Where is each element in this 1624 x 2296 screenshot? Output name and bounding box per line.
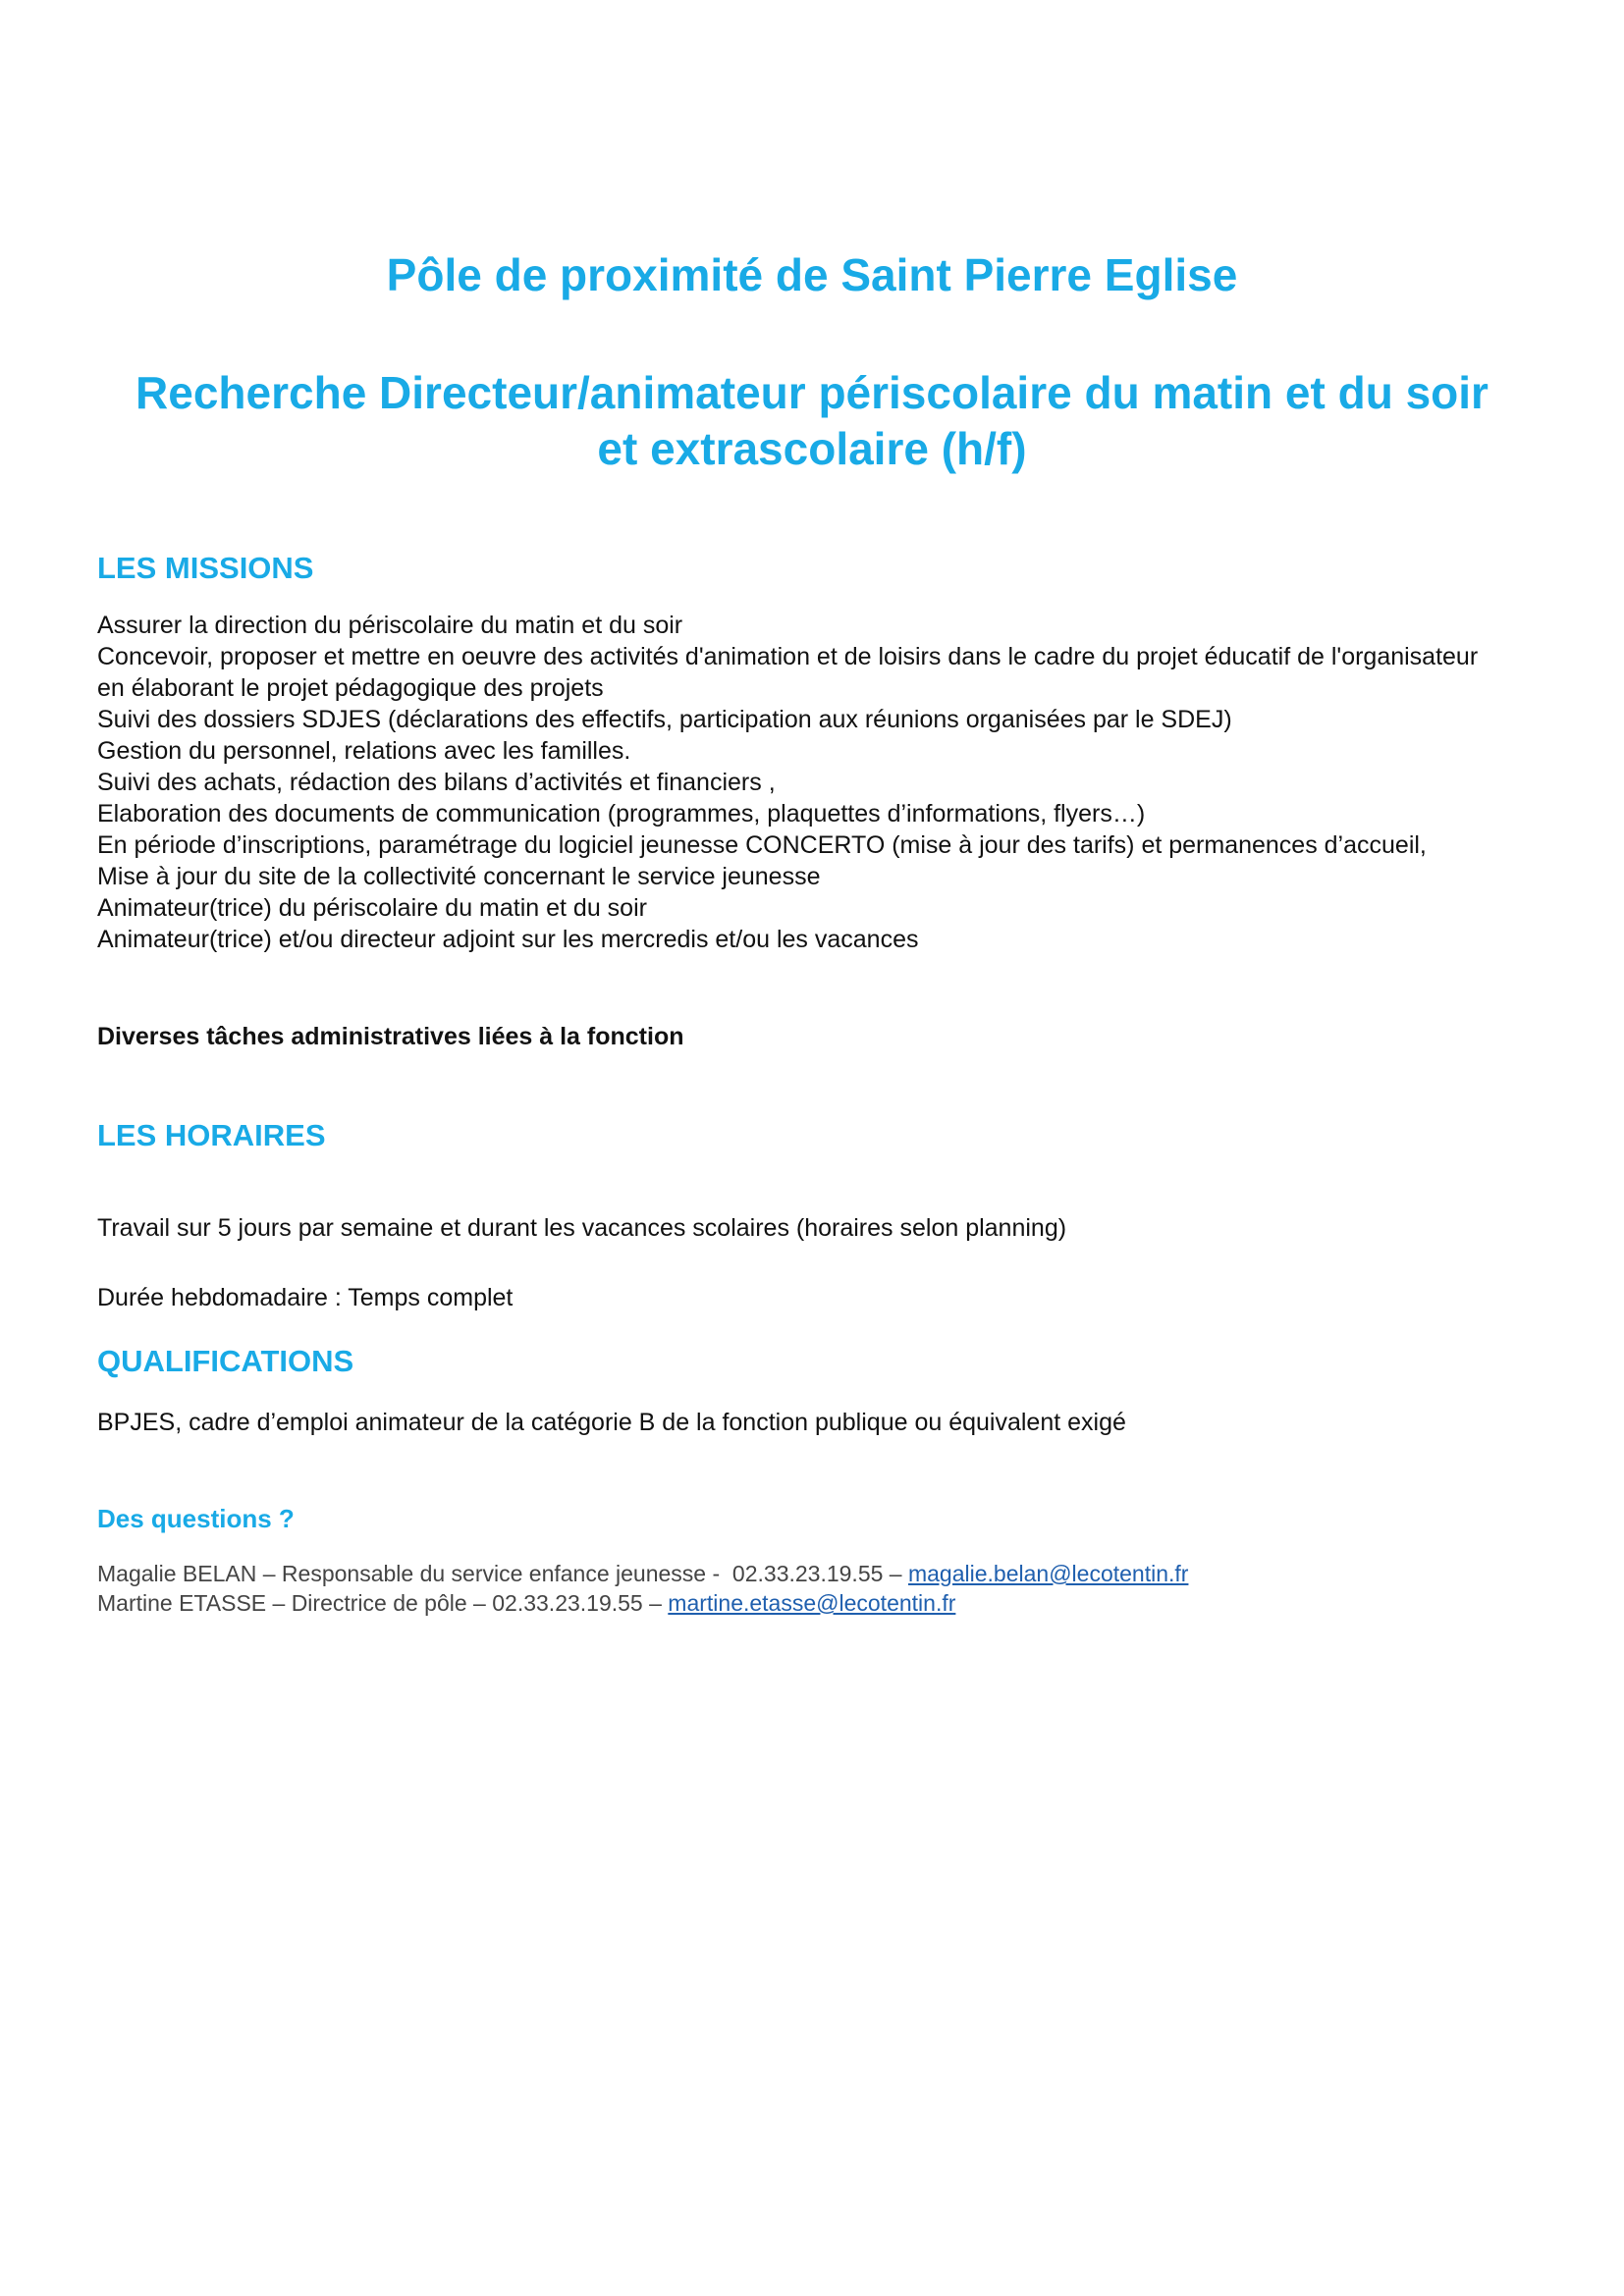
job-title: Recherche Directeur/animateur périscolaire du matin et du soir et extrascolaire (h/f) — [135, 367, 1489, 474]
missions-list — [97, 610, 1511, 955]
contact-belan-text: Magalie BELAN – Responsable du service enfance jeunesse - 02.33.23.19.55 – — [97, 1561, 908, 1586]
horaires-schedule: Travail sur 5 jours par semaine et durant les vacances scolaires (horaires selon planning) — [97, 1214, 1067, 1242]
list-item: Animateur(trice) et/ou directeur adjoint sur les mercredis et/ou les vacances — [97, 926, 919, 953]
list-item: Animateur(trice) du périscolaire du matin et du soir — [97, 894, 647, 922]
list-item: Suivi des achats, rédaction des bilans d’activités et financiers , — [97, 769, 776, 796]
horaires-duration: Durée hebdomadaire : Temps complet — [97, 1284, 514, 1311]
email-link-belan[interactable]: magalie.belan@lecotentin.fr — [907, 1561, 1189, 1586]
list-item: Elaboration des documents de communication (programmes, plaquettes d’informations, flyers…) — [97, 800, 1146, 828]
contact-etasse-text: Martine ETASSE – Directrice de pôle – 02.33.23.19.55 – — [97, 1590, 669, 1616]
list-item: Concevoir, proposer et mettre en oeuvre des activités d'animation et de loisirs dans le cadre du projet éducatif de l'organisateur en élaborant le projet pédagogique des projets — [97, 643, 1479, 702]
email-link-etasse[interactable]: martine.etasse@lecotentin.fr — [668, 1590, 956, 1616]
questions-heading: Des questions ? — [97, 1504, 295, 1533]
contact-etasse — [97, 1588, 1188, 1618]
page-title: Pôle de proximité de Saint Pierre Eglise — [386, 249, 1238, 300]
list-item: Assurer la direction du périscolaire du matin et du soir — [97, 612, 683, 639]
missions-heading: LES MISSIONS — [97, 551, 314, 585]
qualifications-text: BPJES, cadre d’emploi animateur de la catégorie B de la fonction publique ou équivalent exigé — [97, 1409, 1126, 1436]
list-item: Gestion du personnel, relations avec les familles. — [97, 737, 631, 765]
list-item: En période d’inscriptions, paramétrage du logiciel jeunesse CONCERTO (mise à jour des tarifs) et permanences d’accueil, — [97, 831, 1427, 859]
missions-note: Diverses tâches administratives liées à la fonction — [97, 1023, 684, 1050]
horaires-heading: LES HORAIRES — [97, 1118, 326, 1152]
list-item: Mise à jour du site de la collectivité concernant le service jeunesse — [97, 863, 821, 890]
contacts-block — [97, 1559, 1188, 1618]
list-item: Suivi des dossiers SDJES (déclarations des effectifs, participation aux réunions organisées par le SDEJ) — [97, 706, 1232, 733]
contact-belan — [97, 1559, 1188, 1588]
qualifications-heading: QUALIFICATIONS — [97, 1344, 354, 1378]
